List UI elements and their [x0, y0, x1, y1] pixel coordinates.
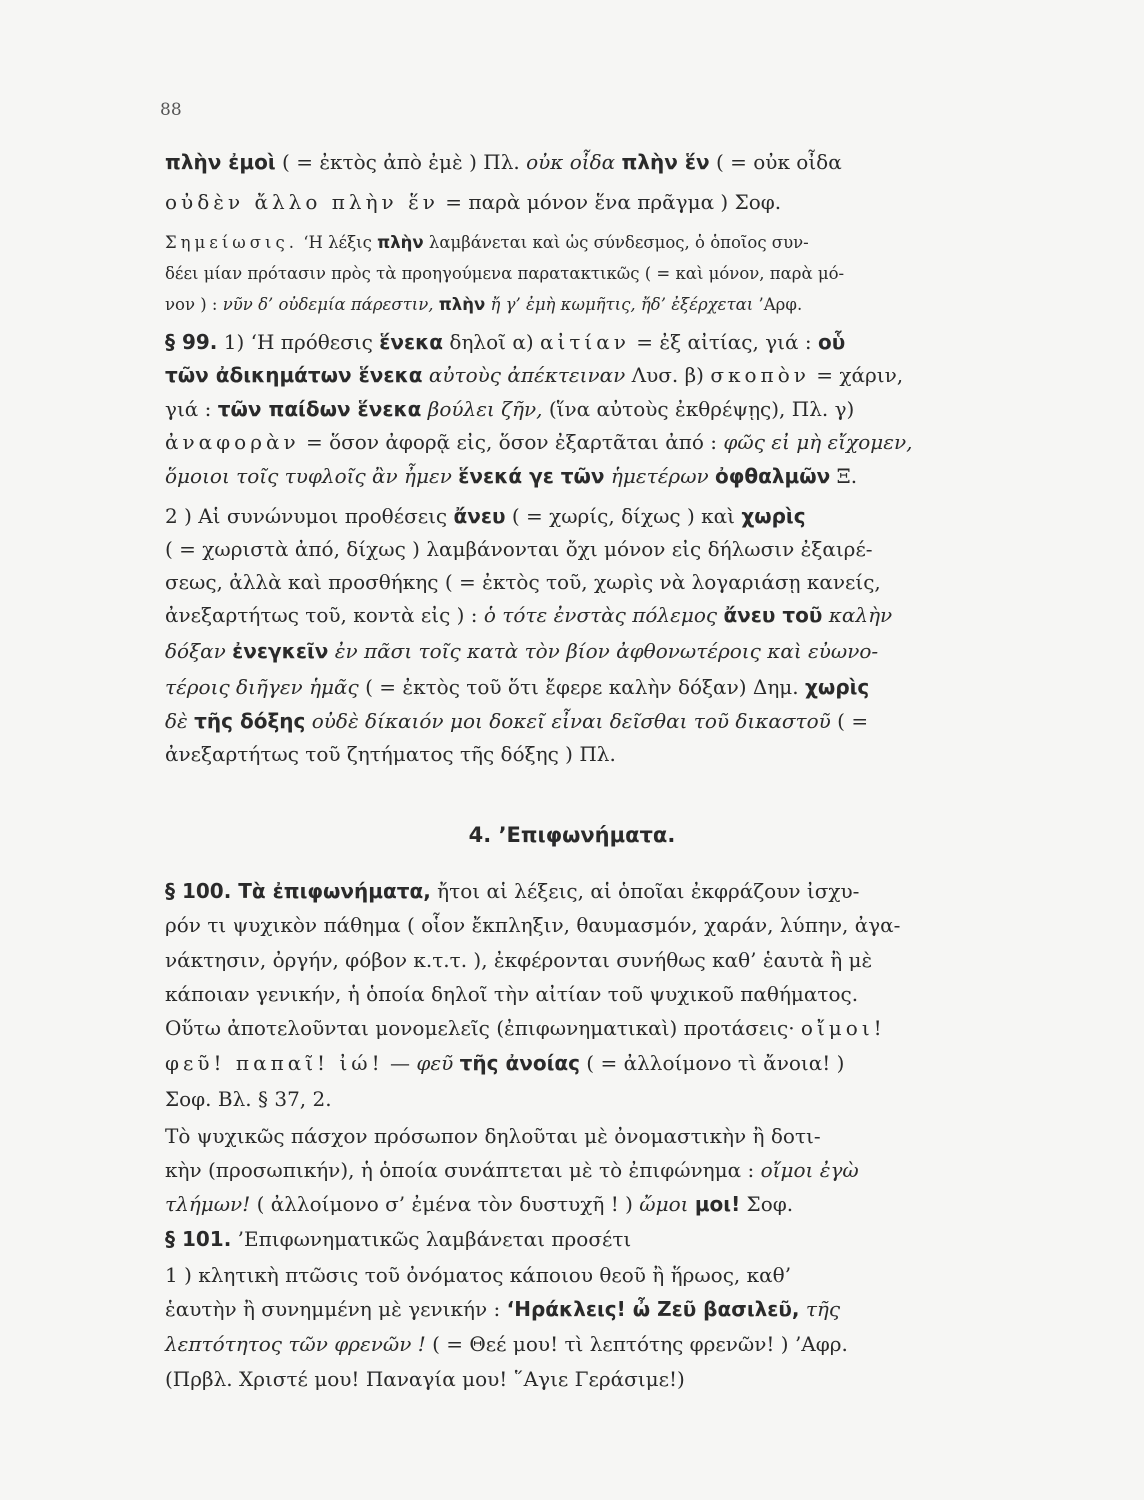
text-segment: κὴν (προσωπικήν), ἡ ὁποία συνάπτεται μὲ τὸ ἐπιφώνημα :: [165, 1158, 761, 1182]
text-segment: τῆς: [799, 1297, 841, 1321]
text-segment: ( = ἐκτὸς ἀπὸ ἐμὲ ) Πλ.: [275, 150, 527, 174]
text-segment: τῆς δόξης: [194, 709, 306, 733]
text-segment: Τὸ ψυχικῶς πάσχον πρόσωπον δηλοῦται μὲ ὀνομαστικὴν ἢ δοτι-: [165, 1124, 821, 1148]
text-line: [165, 431, 985, 453]
text-line: [165, 538, 985, 560]
text-line: [165, 1052, 985, 1074]
text-segment: τέροις διῆγεν ἡμᾶς: [165, 675, 359, 699]
page-number: 88: [160, 100, 182, 120]
text-segment: 2 ) Αἱ συνώνυμοι προθέσεις: [165, 504, 454, 528]
text-segment: ὅμοιοι τοῖς τυφλοῖς ἂν ἦμεν: [165, 464, 459, 488]
text-segment: μοι!: [694, 1192, 741, 1216]
text-segment: ( =: [830, 709, 869, 733]
text-line: [165, 505, 985, 527]
text-segment: τῶν παίδων ἕνεκα: [217, 397, 422, 421]
text-segment: 1) ‘Η πρόθεσις: [217, 330, 380, 354]
text-segment: οἴμοι!: [800, 1016, 886, 1040]
note-line: [165, 296, 985, 314]
text-segment: οὗ: [817, 330, 846, 354]
text-line: [165, 191, 985, 213]
text-segment: τῶν ἀδικημάτων ἕνεκα: [165, 363, 423, 387]
text-line: [165, 1298, 985, 1320]
text-segment: γιά :: [165, 397, 218, 421]
text-segment: χωρὶς: [741, 504, 806, 528]
note-line: [165, 265, 985, 283]
text-segment: φεῦ! παπαῖ! ἰώ!: [165, 1051, 384, 1075]
text-segment: ὁ τότε ἐνστὰς πόλεμος: [483, 603, 724, 627]
text-segment: σεως, ἀλλὰ καὶ προσθήκης ( = ἐκτὸς τοῦ, χωρὶς νὰ λογαριάσῃ κανείς,: [165, 570, 881, 594]
text-segment: ( = χωρίς, δίχως ) καὶ: [505, 504, 742, 528]
text-segment: οὐδὲν ἄλλο πλὴν ἕν: [165, 190, 439, 214]
text-line: [165, 983, 985, 1005]
text-segment: ρόν τι ψυχικὸν πάθημα ( οἷον ἔκπληξιν, θαυμασμόν, χαράν, λύπην, ἀγα-: [165, 913, 901, 937]
text-segment: § 100. Τὰ ἐπιφωνήματα,: [165, 879, 431, 903]
text-segment: νῦν δ’ οὐδεμία πάρεστιν,: [222, 295, 439, 314]
text-segment: Σοφ.: [740, 1192, 794, 1216]
text-segment: —: [383, 1051, 417, 1075]
text-segment: ( = οὐκ οἶδα: [709, 150, 842, 174]
text-segment: Σημείωσις.: [165, 233, 298, 252]
text-line: [165, 331, 985, 353]
text-line: [165, 743, 985, 765]
text-segment: Λυσ. β): [625, 363, 711, 387]
text-segment: ( ἀλλοίμονο σ’ ἐμένα τὸν δυστυχῆ ! ): [250, 1192, 640, 1216]
text-segment: = χάριν,: [809, 363, 904, 387]
text-segment: ἤτοι αἱ λέξεις, αἱ ὁποῖαι ἐκφράζουν ἰσχυ-: [430, 879, 860, 903]
text-segment: καλὴν: [822, 603, 893, 627]
text-line: [165, 364, 985, 386]
text-line: [165, 604, 985, 626]
text-segment: ἡμετέρων: [604, 464, 716, 488]
text-segment: τλήμων!: [165, 1192, 251, 1216]
text-segment: ( = Θεέ μου! τὶ λεπτότης φρενῶν! ) ’Αφρ.: [425, 1332, 848, 1356]
text-segment: νάκτησιν, ὀργήν, φόβον κ.τ.τ. ), ἐκφέρονται συνήθως καθ’ ἑαυτὰ ἢ μὲ: [165, 948, 873, 972]
text-segment: φῶς εἰ μὴ εἴχομεν,: [723, 430, 913, 454]
text-segment: ὀφθαλμῶν: [715, 464, 831, 488]
text-line: [165, 1125, 985, 1147]
text-segment: ἄνευ: [453, 504, 506, 528]
text-segment: νον ) :: [165, 295, 223, 314]
text-segment: κάποιαν γενικήν, ἡ ὁποία δηλοῖ τὴν αἰτίαν τοῦ ψυχικοῦ παθήματος.: [165, 982, 859, 1006]
text-line: [165, 1159, 985, 1181]
note-line: [165, 234, 985, 252]
text-segment: οὐδὲ δίκαιόν μοι δοκεῖ εἶναι δεῖσθαι τοῦ δικαστοῦ: [305, 709, 831, 733]
text-segment: ’Επιφωνηματικῶς λαμβάνεται προσέτι: [231, 1227, 632, 1251]
text-segment: § 99.: [165, 330, 218, 354]
text-segment: ἐν πᾶσι τοῖς κατὰ τὸν βίον ἀφθονωτέροις καὶ εὐωνο-: [328, 639, 879, 663]
text-segment: ἑαυτὴν ἢ συνημμένη μὲ γενικήν :: [165, 1297, 507, 1321]
section-heading: 4. ’Επιφωνήματα.: [468, 823, 676, 847]
text-segment: βούλει ζῆν,: [421, 397, 543, 421]
text-segment: ἀνεξαρτήτως τοῦ, κοντὰ εἰς ) :: [165, 603, 484, 627]
text-segment: τῆς ἀνοίας: [459, 1051, 580, 1075]
text-segment: Ξ.: [830, 464, 858, 488]
text-segment: ἀναφορὰν: [165, 430, 300, 454]
text-line: [165, 640, 985, 662]
text-line: [165, 710, 985, 732]
text-segment: ὤμοι: [639, 1192, 695, 1216]
text-segment: Σοφ. Βλ. § 37, 2.: [165, 1087, 332, 1111]
text-segment: δέει μίαν πρότασιν πρὸς τὰ προηγούμενα παρατακτικῶς ( = καὶ μόνον, παρὰ μό-: [165, 264, 845, 283]
text-segment: (ἵνα αὐτοὺς ἐκθρέψῃς), Πλ. γ): [542, 397, 855, 421]
text-segment: σκοπὸν: [710, 363, 810, 387]
text-segment: δὲ: [165, 709, 195, 733]
text-segment: αἰτίαν: [540, 330, 630, 354]
text-segment: ἐνεγκεῖν: [232, 639, 329, 663]
text-segment: ἄνευ τοῦ: [723, 603, 823, 627]
text-segment: ( = χωριστὰ ἀπό, δίχως ) λαμβάνονται ὄχι μόνον εἰς δήλωσιν ἐξαιρέ-: [165, 537, 873, 561]
text-segment: ἕνεκα: [379, 330, 444, 354]
text-line: [165, 1368, 985, 1390]
text-segment: ἤ γ’ ἐμὴ κωμῆτις, ἤδ’ ἐξέρχεται: [485, 295, 754, 314]
text-segment: φεῦ: [416, 1051, 460, 1075]
text-segment: πλὴν: [438, 295, 486, 314]
text-segment: πλὴν: [377, 233, 424, 252]
text-line: [165, 151, 985, 173]
text-segment: § 101.: [165, 1227, 232, 1251]
text-segment: ‘Ηράκλεις! ὦ Ζεῦ βασιλεῦ,: [506, 1297, 800, 1321]
text-segment: χωρὶς: [805, 675, 870, 699]
text-line: [165, 465, 985, 487]
text-line: [165, 571, 985, 593]
text-segment: Οὕτω ἀποτελοῦνται μονομελεῖς (ἐπιφωνηματικαὶ) προτάσεις·: [165, 1016, 801, 1040]
text-segment: λεπτότητος τῶν φρενῶν !: [165, 1332, 426, 1356]
text-segment: δηλοῖ α): [443, 330, 541, 354]
text-line: [165, 1088, 985, 1110]
text-segment: ( = ἀλλοίμονο τὶ ἄνοια! ): [579, 1051, 845, 1075]
text-line: [165, 1333, 985, 1355]
text-segment: ἕνεκά γε τῶν: [458, 464, 605, 488]
text-segment: ἀνεξαρτήτως τοῦ ζητήματος τῆς δόξης ) Πλ.: [165, 742, 616, 766]
text-line: [165, 914, 985, 936]
text-segment: λαμβάνεται καὶ ὡς σύνδεσμος, ὁ ὁποῖος συν-: [423, 233, 809, 252]
text-line: [165, 1017, 985, 1039]
text-segment: = παρὰ μόνον ἕνα πρᾶγμα ) Σοφ.: [438, 190, 782, 214]
text-segment: αὐτοὺς ἀπέκτειναν: [422, 363, 626, 387]
text-segment: οὐκ οἶδα: [526, 150, 622, 174]
text-segment: (Πρβλ. Χριστέ μου! Παναγία μου! ῞Αγιε Γεράσιμε!): [165, 1367, 685, 1391]
text-segment: ’Αρφ.: [753, 295, 803, 314]
text-line: [165, 1228, 985, 1250]
text-line: [165, 880, 985, 902]
text-line: [165, 949, 985, 971]
text-line: [165, 398, 985, 420]
text-line: [165, 1193, 985, 1215]
text-segment: = ὅσον ἀφορᾷ εἰς, ὅσον ἐξαρτᾶται ἀπό :: [299, 430, 724, 454]
text-segment: οἴμοι ἐγὼ: [760, 1158, 859, 1182]
text-segment: πλὴν ἐμοὶ: [165, 150, 276, 174]
text-segment: ( = ἐκτὸς τοῦ ὅτι ἔφερε καλὴν δόξαν) Δημ.: [358, 675, 806, 699]
text-segment: δόξαν: [165, 639, 233, 663]
text-line: [165, 676, 985, 698]
text-segment: πλὴν ἕν: [621, 150, 710, 174]
text-segment: 1 ) κλητικὴ πτῶσις τοῦ ὀνόματος κάποιου θεοῦ ἢ ἥρωος, καθ’: [165, 1263, 792, 1287]
text-line: [165, 1264, 985, 1286]
text-segment: ‘Η λέξις: [297, 233, 378, 252]
text-segment: = ἐξ αἰτίας, γιά :: [629, 330, 818, 354]
